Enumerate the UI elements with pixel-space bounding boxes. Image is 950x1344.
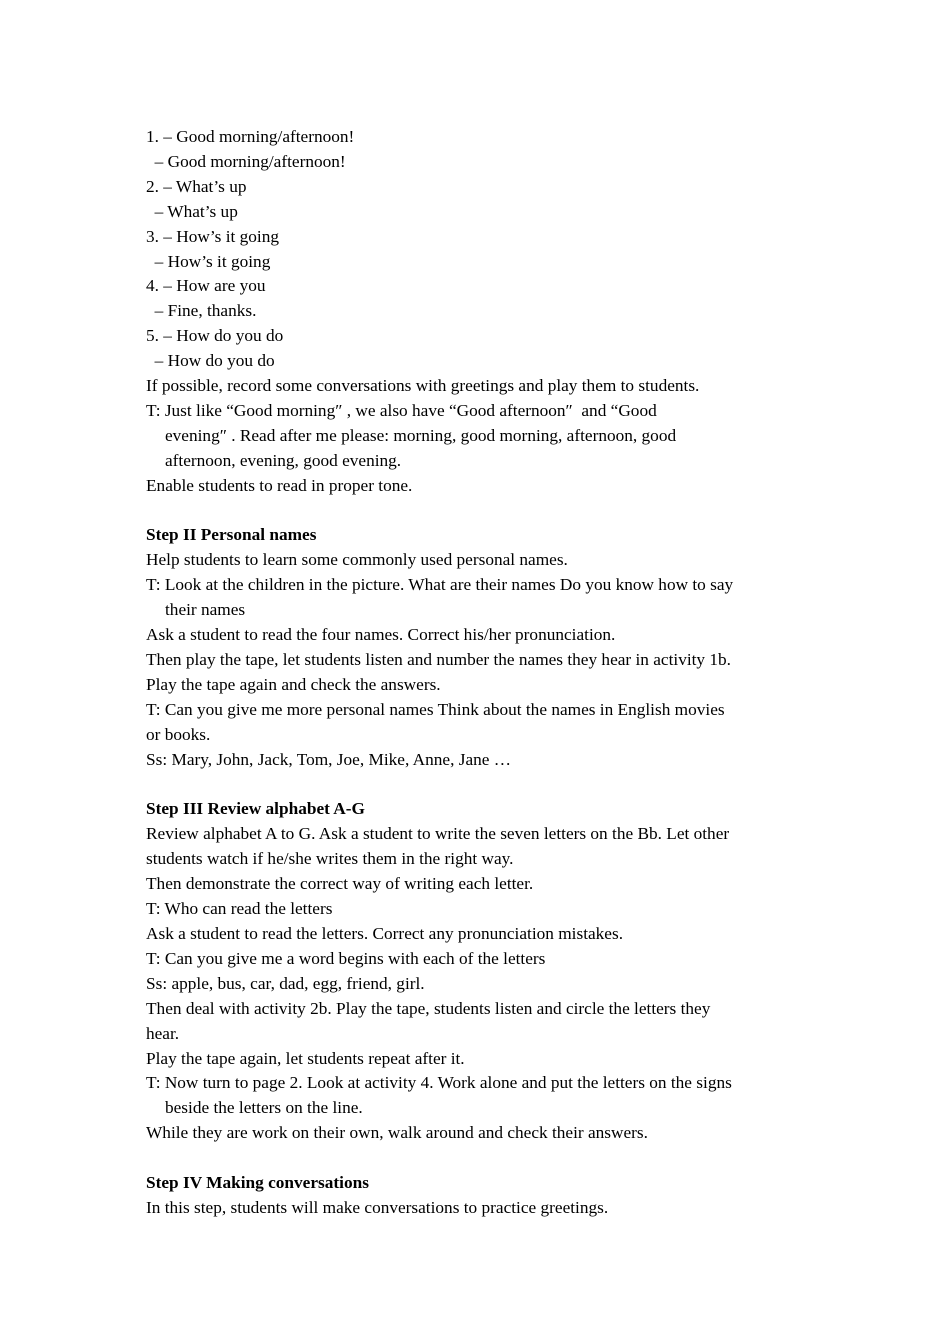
section-spacer	[146, 773, 810, 798]
step-3-heading: Step III Review alphabet A-G	[146, 799, 365, 819]
paragraph-line: their names	[165, 600, 246, 620]
greeting-line: 1. – Good morning/afternoon!	[146, 127, 355, 146]
paragraph-line: Then demonstrate the correct way of writing each letter.	[146, 874, 534, 894]
paragraph-line: T: Can you give me more personal names Think about the names in English movies	[146, 699, 725, 719]
paragraph-line: Play the tape again and check the answers.	[146, 674, 441, 694]
paragraph-line: T: Just like “Good morning″ , we also have “Good afternoon″ and “Good	[146, 400, 657, 420]
paragraph-line: Ss: Mary, John, Jack, Tom, Joe, Mike, Anne, Jane …	[146, 749, 512, 769]
paragraph-line: Ask a student to read the four names. Correct his/her pronunciation.	[146, 625, 616, 645]
greeting-line: – What’s up	[146, 201, 238, 221]
paragraph-line: Then play the tape, let students listen and number the names they hear in activity 1b.	[146, 650, 731, 670]
teacher-names-paragraph	[146, 573, 810, 623]
paragraph-line: Then deal with activity 2b. Play the tape, students listen and circle the letters they	[146, 998, 711, 1018]
section-spacer	[146, 499, 810, 524]
tone-note: Enable students to read in proper tone.	[146, 475, 413, 495]
greeting-line: 4. – How are you	[146, 276, 266, 296]
greeting-line: 3. – How’s it going	[146, 226, 279, 246]
paragraph-line: While they are work on their own, walk around and check their answers.	[146, 1123, 648, 1143]
record-note: If possible, record some conversations with greetings and play them to students.	[146, 376, 700, 396]
paragraph-line: or books.	[146, 724, 211, 744]
paragraph-line: Review alphabet A to G. Ask a student to write the seven letters on the Bb. Let other	[146, 824, 730, 844]
paragraph-line: beside the letters on the line.	[165, 1098, 363, 1118]
paragraph-line: Ss: apple, bus, car, dad, egg, friend, girl.	[146, 973, 425, 993]
paragraph-line: T: Now turn to page 2. Look at activity 4. Work alone and put the letters on the signs	[146, 1073, 732, 1093]
paragraph-line: Play the tape again, let students repeat after it.	[146, 1048, 465, 1068]
greeting-line: – Fine, thanks.	[146, 301, 257, 321]
teacher-turn-paragraph	[146, 1071, 810, 1121]
paragraph-line: evening″ . Read after me please: morning, good morning, afternoon, good	[165, 425, 677, 445]
greeting-line: – How do you do	[146, 351, 275, 371]
paragraph-line: Help students to learn some commonly used personal names.	[146, 550, 568, 570]
paragraph-line: T: Look at the children in the picture. What are their names Do you know how to say	[146, 575, 734, 595]
paragraph-line: Ask a student to read the letters. Correct any pronunciation mistakes.	[146, 923, 624, 943]
greeting-line: 5. – How do you do	[146, 326, 284, 346]
greeting-line: 2. – What’s up	[146, 176, 247, 196]
section-spacer	[146, 1146, 810, 1171]
teacher-greeting-paragraph	[146, 399, 810, 474]
greeting-line: – Good morning/afternoon!	[146, 151, 346, 171]
paragraph-line: In this step, students will make conversations to practice greetings.	[146, 1197, 609, 1217]
paragraph-line: afternoon, evening, good evening.	[165, 450, 402, 470]
greeting-line: – How’s it going	[146, 251, 271, 271]
paragraph-line: T: Who can read the letters	[146, 899, 333, 919]
step-2-heading: Step II Personal names	[146, 525, 317, 545]
greetings-list	[146, 125, 810, 374]
step-4-heading: Step IV Making conversations	[146, 1173, 369, 1193]
paragraph-line: T: Can you give me a word begins with each of the letters	[146, 948, 546, 968]
paragraph-line: students watch if he/she writes them in the right way.	[146, 849, 514, 869]
paragraph-line: hear.	[146, 1023, 180, 1043]
